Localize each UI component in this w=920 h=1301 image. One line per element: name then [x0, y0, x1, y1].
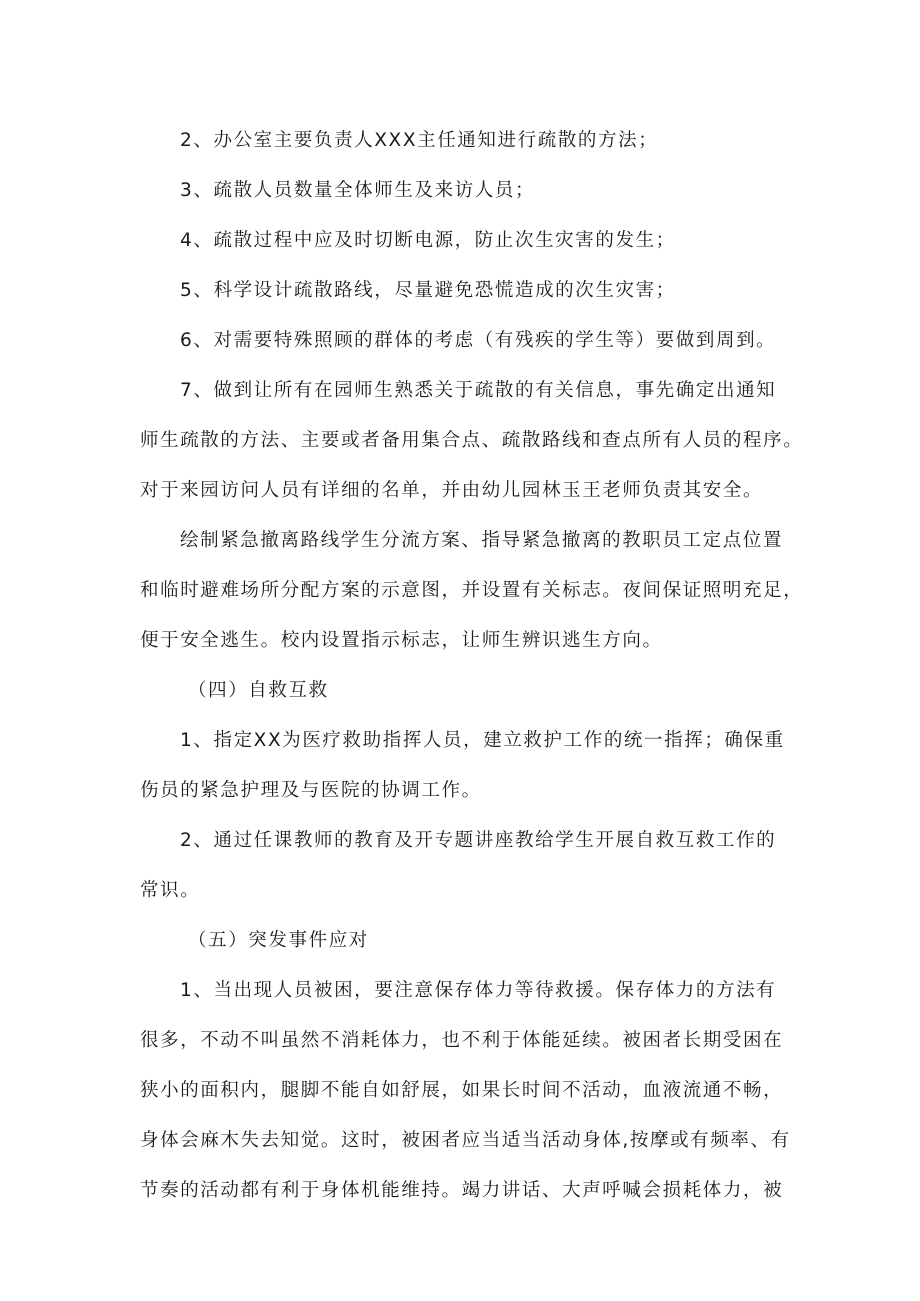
self-rescue-item-2-line-2: 常识。	[140, 880, 201, 901]
list-item-2: 2、办公室主要负责人XXX主任通知进行疏散的方法；	[180, 130, 659, 151]
emergency-item-1-line-2: 很多，不动不叫虽然不消耗体力，也不利于体能延续。被困者长期受困在	[140, 1030, 784, 1051]
paragraph-evacuation-line-2: 和临时避难场所分配方案的示意图，并设置有关标志。夜间保证照明充足，	[140, 580, 804, 601]
emergency-item-1-line-3: 狭小的面积内，腿脚不能自如舒展，如果长时间不活动，血液流通不畅，	[140, 1080, 784, 1101]
section-heading-self-rescue: （四）自救互救	[188, 680, 329, 701]
paragraph-evacuation-line-1: 绘制紧急撤离路线学生分流方案、指导紧急撤离的教职员工定点位置	[180, 530, 784, 551]
emergency-item-1-line-5: 节奏的活动都有利于身体机能维持。竭力讲话、大声呼喊会损耗体力，被	[140, 1180, 784, 1201]
document-body	[140, 118, 804, 1214]
list-item-4: 4、疏散过程中应及时切断电源，防止次生灾害的发生；	[180, 230, 676, 251]
self-rescue-item-2-line-1: 2、通过任课教师的教育及开专题讲座教给学生开展自救互救工作的	[180, 830, 777, 851]
list-item-6: 6、对需要特殊照顾的群体的考虑（有残疾的学生等）要做到周到。	[180, 330, 777, 351]
list-item-7-line-1: 7、做到让所有在园师生熟悉关于疏散的有关信息，事先确定出通知	[180, 380, 777, 401]
list-item-7-line-2: 师生疏散的方法、主要或者备用集合点、疏散路线和查点所有人员的程序。	[140, 430, 804, 451]
section-heading-emergency-response: （五）突发事件应对	[188, 930, 369, 951]
list-item-7-line-3: 对于来园访问人员有详细的名单，并由幼儿园林玉王老师负责其安全。	[140, 480, 764, 501]
self-rescue-item-1-line-2: 伤员的紧急护理及与医院的协调工作。	[140, 780, 482, 801]
emergency-item-1-line-4: 身体会麻木失去知觉。这时，被困者应当适当活动身体,按摩或有频率、有	[140, 1130, 791, 1151]
list-item-5: 5、科学设计疏散路线，尽量避免恐慌造成的次生灾害；	[180, 280, 676, 301]
list-item-3: 3、疏散人员数量全体师生及来访人员；	[180, 180, 536, 201]
emergency-item-1-line-1: 1、当出现人员被困，要注意保存体力等待救援。保存体力的方法有	[180, 980, 777, 1001]
self-rescue-item-1-line-1: 1、指定XX为医疗救助指挥人员，建立救护工作的统一指挥；确保重	[180, 730, 785, 751]
paragraph-evacuation-line-3: 便于安全逃生。校内设置指示标志，让师生辨识逃生方向。	[140, 630, 663, 651]
